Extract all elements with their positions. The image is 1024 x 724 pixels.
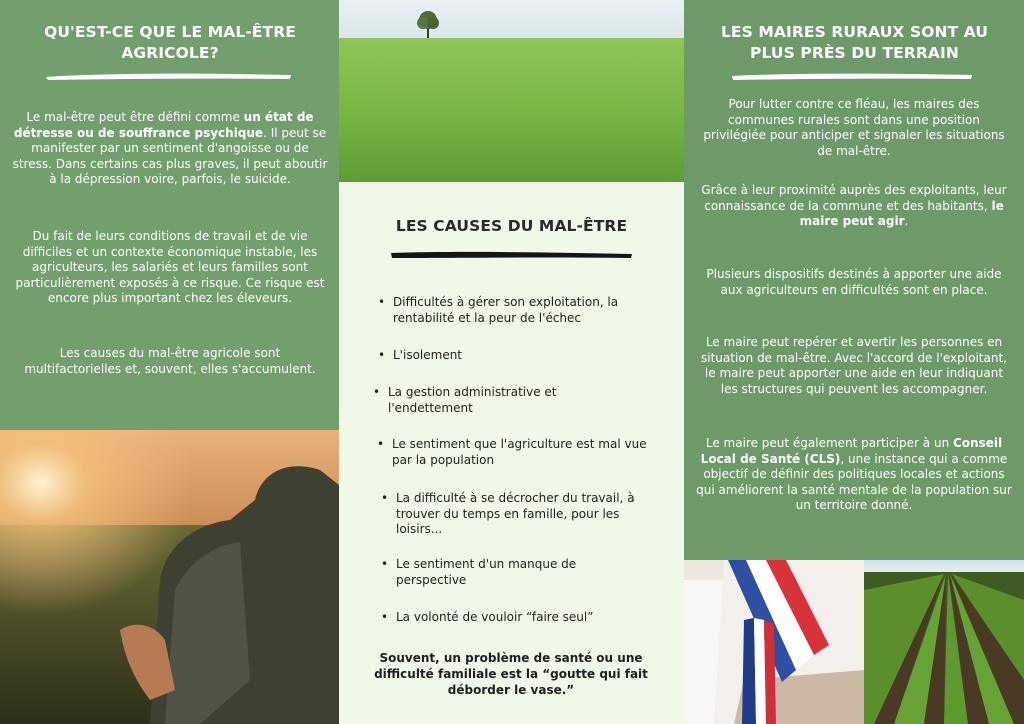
- causes-intro-paragraph: Les causes du mal-être agricole sont multifactorielles et, souvent, elles s'accumulent.: [24, 346, 316, 376]
- mayor-sash-photo: [684, 560, 864, 724]
- definition-text-start: Le mal-être peut être défini comme: [26, 110, 244, 124]
- cls-paragraph: [696, 436, 1012, 514]
- cls-emphasis: Conseil Local de Santé (CLS): [700, 436, 1003, 466]
- cause-item-management: [378, 295, 658, 326]
- mayors-proximity-paragraph: [698, 183, 1010, 230]
- bullet: •: [377, 437, 385, 451]
- left-panel-title: QU'EST-CE QUE LE MAL-ÊTRE AGRICOLE?: [44, 23, 296, 62]
- cause-item-work-life: [381, 491, 658, 538]
- brush-underline-divider: [389, 248, 635, 260]
- brush-underline-divider: [730, 70, 975, 82]
- bullet: •: [373, 385, 381, 399]
- cause-item-perspective: [381, 557, 636, 588]
- cls-text-start: Le maire peut également participer à un: [705, 436, 953, 450]
- mayors-intro-paragraph: Pour lutter contre ce fléau, les maires des communes rurales sont dans une position privilégiée pour anticiper et signaler les situations de mal-être.: [703, 97, 1005, 158]
- cls-text-end: , une instance qui a comme objectif de définir des politiques locales et actions qui améliorent la santé mentale de la population sur un territoire donné.: [696, 451, 1012, 513]
- causes-panel: [339, 182, 684, 724]
- cause-text: Le sentiment que l'agriculture est mal vue par la population: [392, 437, 647, 467]
- proximity-text-end: .: [904, 214, 909, 229]
- green-field-photo: [339, 0, 684, 182]
- bullet: •: [381, 491, 389, 505]
- causes-panel-title: LES CAUSES DU MAL-ÊTRE: [395, 217, 628, 235]
- definition-paragraph: [12, 110, 328, 188]
- bullet: •: [378, 348, 386, 362]
- proximity-text-start: Grâce à leur proximité auprès des exploitants, leur connaissance de la commune et des habitants,: [701, 183, 1007, 213]
- bullet: •: [378, 295, 386, 309]
- cause-text: Difficultés à gérer son exploitation, la rentabilité et la peur de l'échec: [393, 295, 619, 325]
- causes-conclusion: Souvent, un problème de santé ou une difficulté familiale est la “goutte qui fait déborder le vase.”: [374, 651, 648, 697]
- proximity-emphasis: le maire peut agir: [799, 198, 1004, 229]
- left-info-panel: [0, 0, 339, 430]
- cause-text: La gestion administrative et l'endettement: [388, 385, 557, 415]
- cause-item-isolation: [378, 348, 658, 364]
- farmer-sunset-photo: [0, 430, 339, 724]
- crop-rows-photo: [864, 560, 1024, 724]
- cause-item-public-image: [377, 437, 657, 468]
- definition-emphasis: un état de détresse ou de souffrance psychique: [13, 110, 314, 140]
- definition-text-end: . Il peut se manifester par un sentiment d'angoisse ou de stress. Dans certains cas plus graves, il peut aboutir à la dépression voire, parfois, le suicide.: [12, 125, 328, 187]
- cause-item-administration: [373, 385, 603, 416]
- mayor-detection-paragraph: Le maire peut repérer et avertir les personnes en situation de mal-être. Avec l'accord de l'exploitant, le maire peut apporter une aide en leur indiquant les structures qui peuvent les accompagner.: [701, 335, 1007, 396]
- brush-underline-divider: [44, 70, 294, 82]
- cause-text: La difficulté à se décrocher du travail, à trouver du temps en famille, pour les loisirs...: [396, 491, 635, 537]
- cause-item-alone: [381, 610, 658, 626]
- risk-paragraph: Du fait de leurs conditions de travail et de vie difficiles et un contexte économique instable, les agriculteurs, les salariés et leurs familles sont particulièrement exposés à ce risque. Ce risque est encore plus important chez les éleveurs.: [15, 229, 325, 306]
- mayors-panel: [684, 0, 1024, 560]
- mayors-panel-title: LES MAIRES RURAUX SONT AU PLUS PRÈS DU TERRAIN: [720, 23, 989, 62]
- cause-text: L'isolement: [393, 348, 463, 362]
- cause-text: La volonté de vouloir “faire seul”: [396, 610, 594, 624]
- support-schemes-paragraph: Plusieurs dispositifs destinés à apporter une aide aux agriculteurs en difficultés sont en place.: [706, 267, 1002, 297]
- cause-text: Le sentiment d'un manque de perspective: [396, 557, 577, 587]
- bullet: •: [381, 610, 389, 624]
- bullet: •: [381, 557, 389, 571]
